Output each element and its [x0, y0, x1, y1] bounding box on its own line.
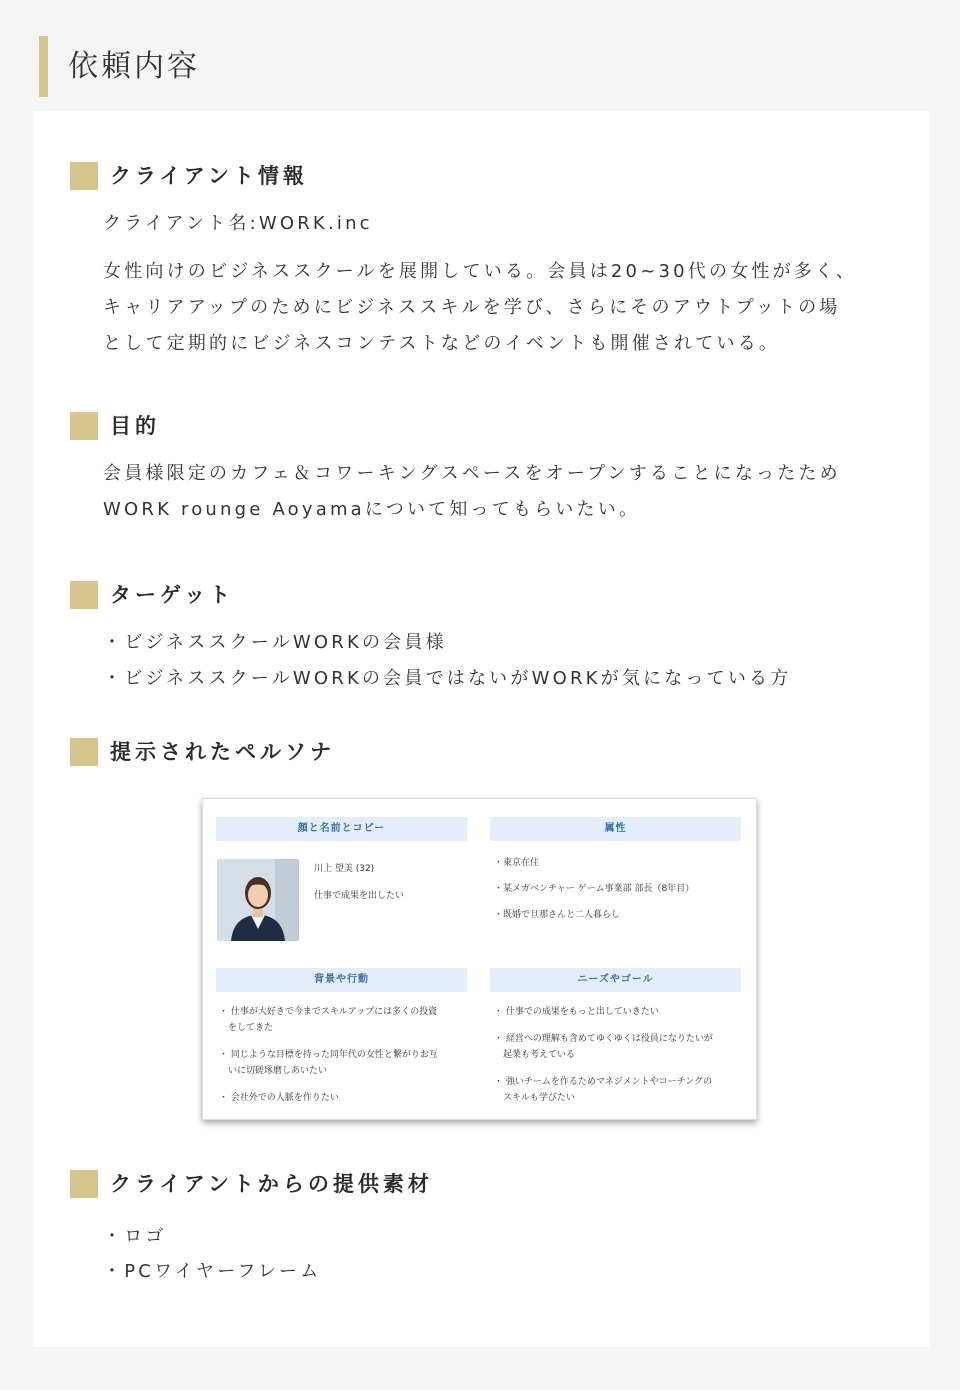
persona-attribute: ・東京在住 [494, 858, 540, 868]
persona-needs-line: 起業も考えている [494, 1050, 576, 1060]
section-title-client: クライアント情報 [110, 164, 308, 188]
section-marker [70, 581, 98, 609]
section-title-materials: クライアントからの提供素材 [110, 1172, 433, 1196]
persona-background-line: をしてきた [219, 1023, 274, 1033]
target-item: ・ビジネススクールWORKの会員様 [103, 632, 447, 653]
persona-name: 川上 望美 (32) [314, 864, 375, 874]
persona-needs-line: ・ 強いチームを作るためマネジメントやコーチングの [494, 1077, 712, 1087]
title-accent-bar [39, 36, 48, 97]
purpose-line: WORK rounge Aoyamaについて知ってもらいたい。 [103, 499, 641, 520]
persona-needs-header: ニーズやゴール [490, 968, 741, 992]
client-desc-line: キャリアアップのためにビジネススキルを学び、さらにそのアウトプットの場 [103, 297, 841, 318]
section-marker [70, 738, 98, 766]
persona-background-line: ・ 会社外での人脈を作りたい [219, 1093, 339, 1103]
persona-photo [217, 859, 299, 941]
purpose-line: 会員様限定のカフェ＆コワーキングスペースをオープンすることになったため [103, 463, 841, 484]
section-marker [70, 412, 98, 440]
material-item: ・ロゴ [103, 1226, 167, 1247]
persona-background-line: いに切磋琢磨しあいたい [219, 1066, 328, 1076]
persona-background-line: ・ 同じような目標を持った同年代の女性と繋がりお互 [219, 1050, 438, 1060]
persona-copy: 仕事で成果を出したい [314, 891, 405, 901]
target-item: ・ビジネススクールWORKの会員ではないがWORKが気になっている方 [103, 668, 792, 689]
material-item: ・PCワイヤーフレーム [103, 1261, 322, 1282]
section-marker [70, 1170, 98, 1198]
section-title-target: ターゲット [110, 583, 235, 607]
persona-attr-header: 属性 [490, 817, 741, 841]
page-title: 依頼内容 [68, 49, 200, 84]
persona-needs-line: スキルも学びたい [494, 1093, 575, 1103]
client-desc-line: 女性向けのビジネススクールを展開している。会員は20~30代の女性が多く、 [103, 261, 858, 282]
persona-background-header: 背景や行動 [216, 968, 467, 992]
client-desc-line: として定期的にビジネスコンテストなどのイベントも開催されている。 [103, 333, 781, 354]
persona-needs-line: ・ 仕事での成果をもっと出していきたい [494, 1007, 659, 1017]
section-marker [70, 162, 98, 190]
persona-face-header: 顔と名前とコピー [216, 817, 467, 841]
section-title-purpose: 目的 [110, 414, 160, 438]
client-name: クライアント名:WORK.inc [103, 213, 373, 234]
persona-attribute: ・某メガベンチャー ゲーム事業部 部長（8年目） [494, 884, 695, 894]
persona-needs-line: ・ 経営への理解も含めてゆくゆくは役員になりたいが [494, 1034, 713, 1044]
persona-background-line: ・ 仕事が大好きで今までスキルアップには多くの投資 [219, 1007, 438, 1017]
section-title-persona: 提示されたペルソナ [110, 740, 335, 764]
persona-attribute: ・既婚で旦那さんと二人暮らし [494, 910, 621, 920]
persona-card [202, 798, 757, 1120]
